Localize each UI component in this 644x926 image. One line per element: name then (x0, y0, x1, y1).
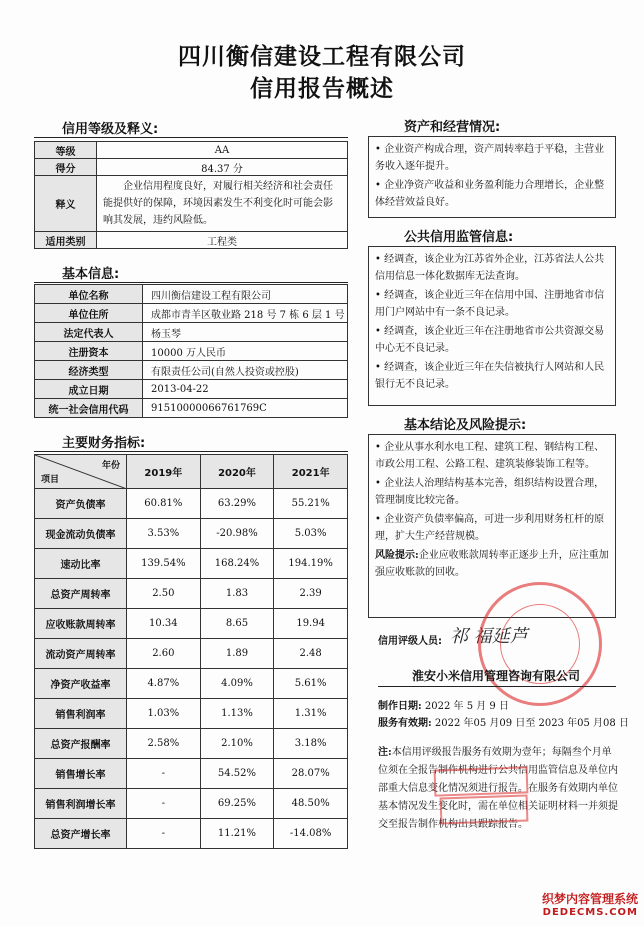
public-heading: 公共信用监管信息: (404, 230, 514, 245)
valid-period-value: 2022 年05 月09 日至 2023 年05 月08 日 (434, 718, 629, 729)
basic-heading-underline (34, 282, 348, 283)
rating-label: 释义 (35, 176, 97, 232)
finance-year-header: 2019年 (127, 455, 201, 489)
assets-item: • 企业净资产收益和业务盈利能力合理增长，企业整体经营效益良好。 (375, 177, 609, 211)
finance-value: 48.50% (274, 789, 348, 819)
basic-value: 四川衡信建设工程有限公司 (143, 285, 348, 304)
rating-label: 得分 (35, 159, 97, 176)
finance-row (35, 729, 348, 759)
finance-value: 1.89 (200, 639, 274, 669)
issuer-name: 淮安小米信用管理咨询有限公司 (412, 669, 581, 683)
finance-value: -14.08% (274, 819, 348, 849)
public-item: • 经调查，该企业为江苏省外企业，江苏省法人公共信用信息一体化数据库无法查询。 (375, 251, 609, 285)
finance-value: 2.60 (127, 639, 201, 669)
valid-period-label: 服务有效期: (378, 718, 432, 729)
basic-value: 10000 万人民币 (143, 342, 348, 361)
finance-value: 1.03% (127, 699, 201, 729)
basic-row (35, 380, 348, 399)
finance-value: 1.83 (200, 579, 274, 609)
risk-label: 风险提示: (375, 550, 419, 561)
public-item: • 经调查，该企业近三年在注册地省市公共资源交易中心无不良记录。 (375, 323, 609, 357)
finance-value: 139.54% (127, 549, 201, 579)
basic-info-table (34, 284, 348, 418)
report-title: 信用报告概述 (250, 76, 394, 102)
finance-value: 168.24% (200, 549, 274, 579)
finance-value: 8.65 (200, 609, 274, 639)
finance-year-header: 2021年 (274, 455, 348, 489)
rating-row-category (35, 232, 348, 249)
public-item: • 经调查，该企业近三年在信用中国、注册地省市信用门户网站中有一条不良记录。 (375, 287, 609, 321)
red-ink-stamp (440, 794, 529, 824)
finance-heading: 主要财务指标: (62, 436, 146, 451)
finance-value: 10.34 (127, 609, 201, 639)
finance-label: 流动资产周转率 (35, 639, 127, 669)
rating-row-meaning (35, 176, 348, 232)
finance-value: 28.07% (274, 759, 348, 789)
finance-label: 总资产增长率 (35, 819, 127, 849)
basic-value: 杨玉琴 (143, 323, 348, 342)
assets-item: • 企业资产构成合理，资产周转率趋于平稳，主营业务收入逐年提升。 (375, 141, 609, 175)
basic-label: 法定代表人 (35, 323, 143, 342)
finance-label: 现金流动负债率 (35, 519, 127, 549)
public-box (368, 246, 616, 406)
company-title: 四川衡信建设工程有限公司 (178, 44, 466, 70)
risk-text: 企业应收账款周转率正逐步上升，应注重加强应收账款的回收。 (375, 550, 609, 578)
finance-row (35, 609, 348, 639)
finance-value: 55.21% (274, 489, 348, 519)
finance-value: 2.39 (274, 579, 348, 609)
finance-value: 2.48 (274, 639, 348, 669)
finance-row (35, 519, 348, 549)
finance-label: 总资产报酬率 (35, 729, 127, 759)
finance-label: 净资产收益率 (35, 669, 127, 699)
basic-value: 91510000066761769C (143, 399, 348, 418)
finance-row (35, 819, 348, 849)
conclusion-heading: 基本结论及风险提示: (404, 418, 527, 433)
rating-row-grade (35, 142, 348, 159)
basic-row (35, 399, 348, 418)
rating-heading: 信用等级及释义: (62, 122, 159, 137)
basic-row (35, 323, 348, 342)
finance-value: 194.19% (274, 549, 348, 579)
rating-value: 84.37 分 (97, 159, 348, 176)
watermark-line2: DEDECMS.COM (542, 907, 638, 918)
basic-value: 2013-04-22 (143, 380, 348, 399)
finance-row (35, 639, 348, 669)
basic-row (35, 285, 348, 304)
finance-value: 2.58% (127, 729, 201, 759)
basic-row (35, 304, 348, 323)
rating-value: 工程类 (97, 232, 348, 249)
risk-paragraph (375, 547, 609, 581)
site-watermark (542, 890, 638, 918)
basic-heading: 基本信息: (62, 267, 120, 282)
finance-label: 总资产周转率 (35, 579, 127, 609)
finance-value: 3.18% (274, 729, 348, 759)
basic-label: 单位住所 (35, 304, 143, 323)
finance-value: - (127, 819, 201, 849)
red-ink-stamp (434, 766, 529, 796)
basic-row (35, 361, 348, 380)
note-text: 本信用评级报告服务有效期为壹年；每隔叁个月单位须在全报告制作机构进行公共信用监管信息及单位内部重大信息变化情况须进行报告。在服务有效期内单位基本情况发生变化时，需在单位相关证明材料一并须提交至报告制作机构出具跟踪报告。 (378, 747, 618, 830)
finance-value: 2.10% (200, 729, 274, 759)
finance-header-row (35, 455, 348, 489)
finance-table (34, 454, 348, 849)
finance-value: 3.53% (127, 519, 201, 549)
signature-label: 信用评级人员: (378, 636, 442, 647)
public-item: • 经调查，该企业近三年在失信被执行人网站和人民银行无不良记录。 (375, 359, 609, 393)
note-label: 注: (378, 747, 392, 758)
finance-label: 销售利润率 (35, 699, 127, 729)
finance-value: 54.52% (200, 759, 274, 789)
rating-table (34, 141, 348, 249)
finance-row (35, 489, 348, 519)
finance-value: - (127, 789, 201, 819)
basic-value: 有限责任公司(自然人投资或控股) (143, 361, 348, 380)
conclusion-item: • 企业从事水利水电工程、建筑工程、钢结构工程、市政公用工程、公路工程、建筑装修装饰工程等。 (375, 439, 609, 473)
finance-value: 60.81% (127, 489, 201, 519)
signature-handwriting: 祁 福延芦 (450, 626, 528, 647)
date-made-line (378, 697, 509, 712)
date-made-value: 2022 年 5 月 9 日 (424, 701, 509, 712)
rating-row-score (35, 159, 348, 176)
rating-value: AA (97, 142, 348, 159)
finance-year-header: 2020年 (200, 455, 274, 489)
finance-row (35, 579, 348, 609)
finance-value: - (127, 759, 201, 789)
rating-label: 等级 (35, 142, 97, 159)
conclusion-item: • 企业资产负债率偏高，可进一步利用财务杠杆的原理，扩大生产经营规模。 (375, 511, 609, 545)
finance-label: 应收账款周转率 (35, 609, 127, 639)
finance-label: 资产负债率 (35, 489, 127, 519)
finance-row (35, 759, 348, 789)
rating-label: 适用类别 (35, 232, 97, 249)
finance-row (35, 669, 348, 699)
finance-label: 销售增长率 (35, 759, 127, 789)
basic-row (35, 342, 348, 361)
finance-value: 63.29% (200, 489, 274, 519)
finance-value: 1.13% (200, 699, 274, 729)
finance-value: 19.94 (274, 609, 348, 639)
finance-header-item: 项目 (41, 475, 60, 485)
conclusion-item: • 企业法人治理结构基本完善，组织结构设置合理，管理制度比较完备。 (375, 475, 609, 509)
finance-value: 5.03% (274, 519, 348, 549)
basic-label: 统一社会信用代码 (35, 399, 143, 418)
finance-value: -20.98% (200, 519, 274, 549)
basic-label: 经济类型 (35, 361, 143, 380)
finance-value: 11.21% (200, 819, 274, 849)
finance-header-year: 年份 (101, 461, 120, 471)
finance-row (35, 699, 348, 729)
finance-value: 69.25% (200, 789, 274, 819)
finance-value: 1.31% (274, 699, 348, 729)
basic-value: 成都市青羊区敬业路 218 号 7 栋 6 层 1 号 (143, 304, 348, 323)
assets-box (368, 136, 616, 218)
finance-value: 2.50 (127, 579, 201, 609)
finance-row (35, 549, 348, 579)
conclusion-box (368, 434, 616, 618)
basic-label: 单位名称 (35, 285, 143, 304)
finance-label: 速动比率 (35, 549, 127, 579)
finance-row (35, 789, 348, 819)
finance-corner-cell (35, 455, 127, 489)
finance-value: 4.09% (200, 669, 274, 699)
basic-label: 成立日期 (35, 380, 143, 399)
watermark-line1: 织梦内容管理系统 (541, 892, 638, 906)
issuer-underline (378, 686, 616, 687)
date-made-label: 制作日期: (378, 701, 422, 712)
finance-value: 5.61% (274, 669, 348, 699)
rating-meaning-text: 企业信用程度良好，对履行相关经济和社会责任能提供好的保障，环境因素发生不利变化时可能会影响其发展，违约风险低。 (97, 176, 348, 232)
valid-period-line (378, 714, 629, 729)
finance-heading-underline (34, 451, 348, 452)
finance-label: 销售利润增长率 (35, 789, 127, 819)
finance-value: 4.87% (127, 669, 201, 699)
basic-label: 注册资本 (35, 342, 143, 361)
rating-heading-underline (34, 137, 348, 138)
assets-heading: 资产和经营情况: (404, 120, 501, 135)
